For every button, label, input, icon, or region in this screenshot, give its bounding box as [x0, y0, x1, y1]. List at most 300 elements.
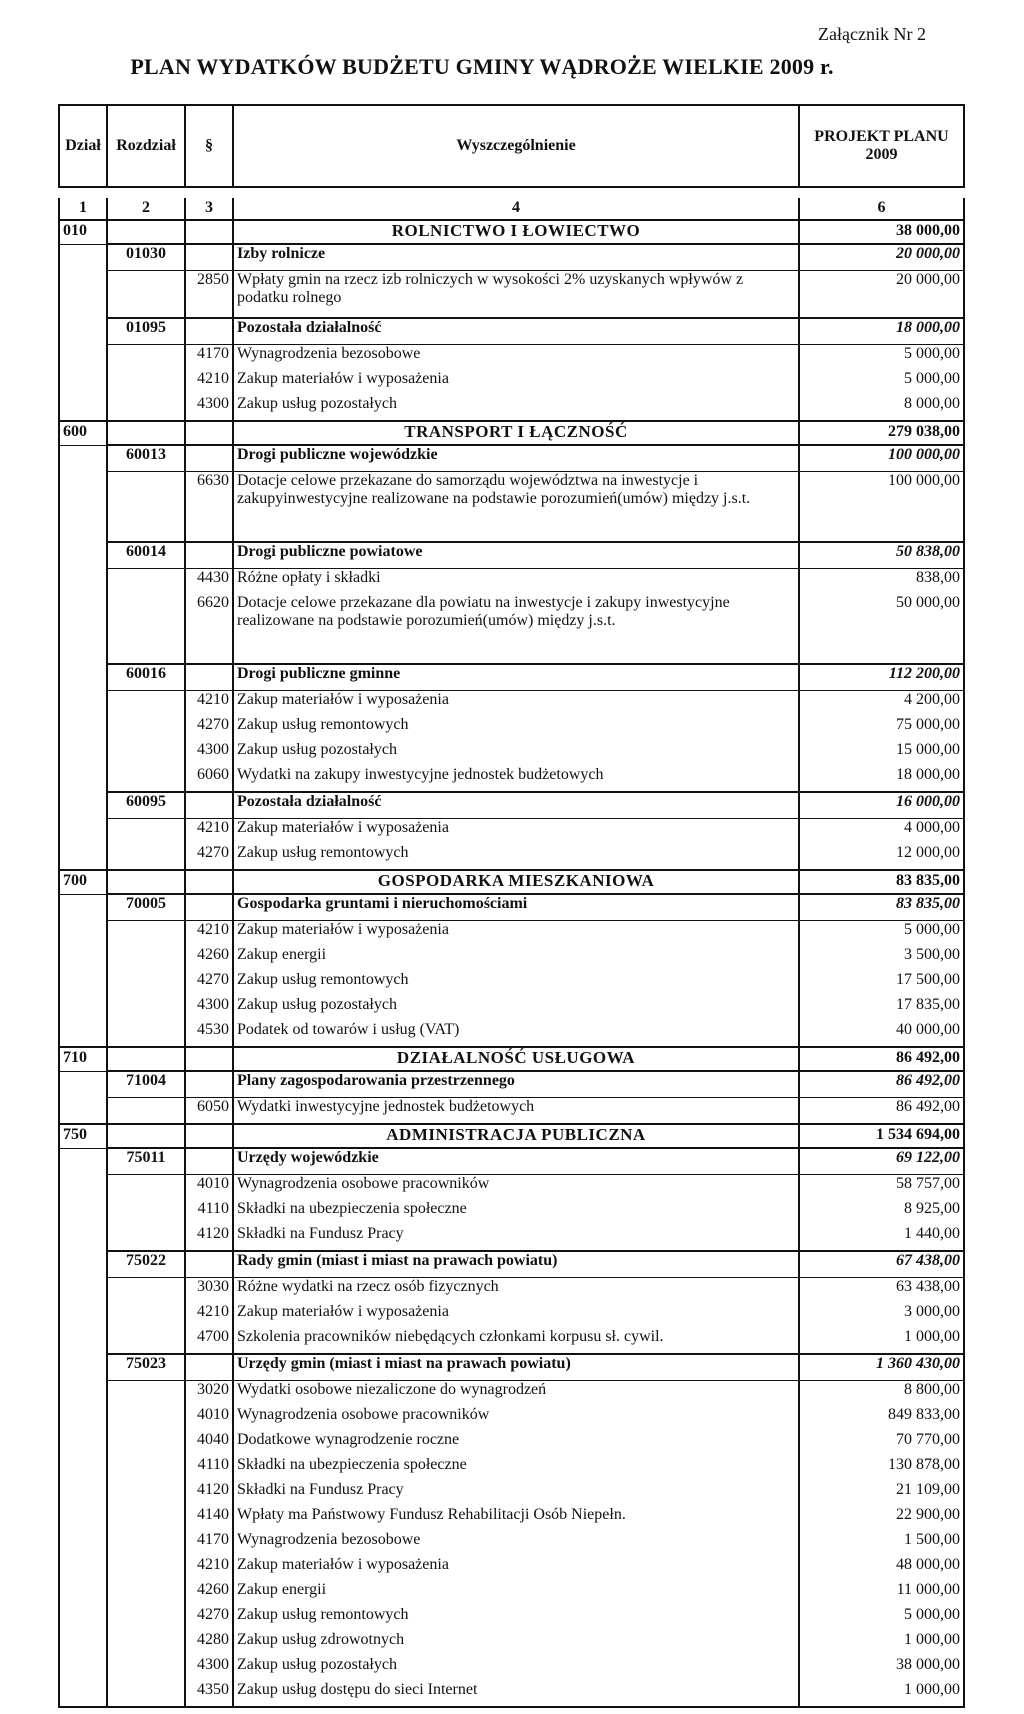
rozdzial-cell [107, 1047, 185, 1071]
header-plan: PROJEKT PLANU 2009 [799, 105, 964, 187]
paragraf-cell: 4300 [185, 996, 233, 1021]
rozdzial-cell: 01030 [107, 244, 185, 271]
dzial-cell: 750 [59, 1124, 107, 1148]
subsection-row [59, 1354, 964, 1381]
rozdzial-cell [107, 1631, 185, 1656]
rozdzial-cell [107, 345, 185, 371]
rozdzial-cell [107, 370, 185, 395]
amount-cell: 5 000,00 [799, 1606, 964, 1631]
rozdzial-cell [107, 1303, 185, 1328]
dzial-cell [59, 894, 107, 921]
amount-cell: 5 000,00 [799, 921, 964, 947]
dzial-cell [59, 594, 107, 664]
amount-cell: 12 000,00 [799, 844, 964, 870]
rozdzial-cell [107, 1581, 185, 1606]
rozdzial-cell: 71004 [107, 1071, 185, 1098]
description-cell: Szkolenia pracowników niebędących członkami korpusu sł. cywil. [233, 1328, 799, 1354]
amount-cell: 38 000,00 [799, 220, 964, 244]
dzial-cell [59, 716, 107, 741]
paragraf-cell: 4260 [185, 946, 233, 971]
subsection-row [59, 1148, 964, 1175]
amount-cell: 3 000,00 [799, 1303, 964, 1328]
rozdzial-cell [107, 1531, 185, 1556]
amount-cell: 1 534 694,00 [799, 1124, 964, 1148]
paragraf-cell [185, 1148, 233, 1175]
rozdzial-cell [107, 220, 185, 244]
amount-cell: 18 000,00 [799, 766, 964, 792]
rozdzial-cell: 01095 [107, 318, 185, 345]
item-row [59, 1278, 964, 1304]
description-cell: Gospodarka gruntami i nieruchomościami [233, 894, 799, 921]
amount-cell: 1 500,00 [799, 1531, 964, 1556]
item-row [59, 1681, 964, 1707]
amount-cell: 5 000,00 [799, 370, 964, 395]
item-row [59, 741, 964, 766]
amount-cell: 112 200,00 [799, 664, 964, 691]
amount-cell: 838,00 [799, 569, 964, 595]
description-cell: Rady gmin (miast i miast na prawach powiatu) [233, 1251, 799, 1278]
item-row [59, 370, 964, 395]
header-opis: Wyszczególnienie [233, 105, 799, 187]
amount-cell: 22 900,00 [799, 1506, 964, 1531]
description-cell: Zakup usług remontowych [233, 971, 799, 996]
dzial-cell [59, 1456, 107, 1481]
paragraf-cell [185, 445, 233, 472]
paragraf-cell: 3020 [185, 1381, 233, 1407]
paragraf-cell: 4210 [185, 819, 233, 845]
column-number: 6 [799, 198, 964, 220]
amount-cell: 1 000,00 [799, 1328, 964, 1354]
amount-cell: 86 492,00 [799, 1071, 964, 1098]
description-cell: GOSPODARKA MIESZKANIOWA [233, 870, 799, 894]
paragraf-cell [185, 664, 233, 691]
section-row [59, 1124, 964, 1148]
item-row [59, 1531, 964, 1556]
rozdzial-cell [107, 421, 185, 445]
dzial-cell [59, 1225, 107, 1251]
dzial-cell [59, 1631, 107, 1656]
rozdzial-cell [107, 594, 185, 664]
rozdzial-cell [107, 1681, 185, 1707]
paragraf-cell: 4170 [185, 1531, 233, 1556]
description-cell: Zakup materiałów i wyposażenia [233, 1303, 799, 1328]
paragraf-cell: 4010 [185, 1175, 233, 1201]
item-row [59, 1175, 964, 1201]
dzial-cell: 600 [59, 421, 107, 445]
amount-cell: 15 000,00 [799, 741, 964, 766]
rozdzial-cell [107, 844, 185, 870]
subsection-row [59, 318, 964, 345]
amount-cell: 16 000,00 [799, 792, 964, 819]
rozdzial-cell [107, 395, 185, 421]
amount-cell: 50 000,00 [799, 594, 964, 664]
description-cell: Zakup materiałów i wyposażenia [233, 691, 799, 717]
description-cell: Zakup energii [233, 946, 799, 971]
description-cell: Urzędy wojewódzkie [233, 1148, 799, 1175]
rozdzial-cell: 75022 [107, 1251, 185, 1278]
description-cell: Zakup usług zdrowotnych [233, 1631, 799, 1656]
description-cell: ADMINISTRACJA PUBLICZNA [233, 1124, 799, 1148]
description-cell: Zakup usług remontowych [233, 844, 799, 870]
description-cell: Zakup materiałów i wyposażenia [233, 819, 799, 845]
section-row [59, 421, 964, 445]
dzial-cell [59, 318, 107, 345]
description-cell: Wpłaty ma Państwowy Fundusz Rehabilitacji Osób Niepełn. [233, 1506, 799, 1531]
dzial-cell [59, 1200, 107, 1225]
dzial-cell [59, 1328, 107, 1354]
rozdzial-cell [107, 1606, 185, 1631]
paragraf-cell: 4210 [185, 921, 233, 947]
paragraf-cell: 4110 [185, 1200, 233, 1225]
dzial-cell [59, 844, 107, 870]
amount-cell: 83 835,00 [799, 870, 964, 894]
item-row [59, 844, 964, 870]
paragraf-cell: 4210 [185, 1303, 233, 1328]
paragraf-cell: 4300 [185, 1656, 233, 1681]
paragraf-cell: 4010 [185, 1406, 233, 1431]
description-cell: Wydatki na zakupy inwestycyjne jednostek budżetowych [233, 766, 799, 792]
item-row [59, 716, 964, 741]
description-cell: Zakup usług pozostałych [233, 395, 799, 421]
page-title-text: PLAN WYDATKÓW BUDŻETU GMINY WĄDROŻE WIELKIE 2009 r. [130, 54, 834, 79]
dzial-cell [59, 691, 107, 717]
amount-cell: 58 757,00 [799, 1175, 964, 1201]
rozdzial-cell [107, 1431, 185, 1456]
rozdzial-cell [107, 472, 185, 543]
description-cell: Dodatkowe wynagrodzenie roczne [233, 1431, 799, 1456]
column-number-row [59, 198, 964, 220]
paragraf-cell [185, 421, 233, 445]
dzial-cell [59, 792, 107, 819]
rozdzial-cell [107, 766, 185, 792]
dzial-cell [59, 395, 107, 421]
subsection-row [59, 542, 964, 569]
item-row [59, 594, 964, 664]
paragraf-cell: 3030 [185, 1278, 233, 1304]
amount-cell: 20 000,00 [799, 244, 964, 271]
rozdzial-cell [107, 1175, 185, 1201]
item-row [59, 345, 964, 371]
amount-cell: 8 000,00 [799, 395, 964, 421]
rozdzial-cell [107, 946, 185, 971]
paragraf-cell [185, 244, 233, 271]
paragraf-cell: 4300 [185, 395, 233, 421]
description-cell: ROLNICTWO I ŁOWIECTWO [233, 220, 799, 244]
amount-cell: 17 835,00 [799, 996, 964, 1021]
dzial-cell [59, 1148, 107, 1175]
amount-cell: 1 360 430,00 [799, 1354, 964, 1381]
paragraf-cell [185, 1071, 233, 1098]
paragraf-cell: 4430 [185, 569, 233, 595]
rozdzial-cell [107, 1098, 185, 1125]
paragraf-cell: 6060 [185, 766, 233, 792]
amount-cell: 100 000,00 [799, 472, 964, 543]
dzial-cell [59, 1251, 107, 1278]
description-cell: Zakup materiałów i wyposażenia [233, 1556, 799, 1581]
amount-cell: 8 925,00 [799, 1200, 964, 1225]
item-row [59, 1200, 964, 1225]
amount-cell: 1 440,00 [799, 1225, 964, 1251]
dzial-cell [59, 1681, 107, 1707]
item-row [59, 1606, 964, 1631]
dzial-cell [59, 1303, 107, 1328]
description-cell: Różne opłaty i składki [233, 569, 799, 595]
dzial-cell [59, 766, 107, 792]
item-row [59, 1431, 964, 1456]
rozdzial-cell: 75023 [107, 1354, 185, 1381]
dzial-cell [59, 1098, 107, 1125]
paragraf-cell: 4110 [185, 1456, 233, 1481]
amount-cell: 75 000,00 [799, 716, 964, 741]
paragraf-cell: 4300 [185, 741, 233, 766]
description-cell: Składki na ubezpieczenia społeczne [233, 1200, 799, 1225]
subsection-row [59, 445, 964, 472]
section-row [59, 1047, 964, 1071]
dzial-cell: 010 [59, 220, 107, 244]
description-cell: TRANSPORT I ŁĄCZNOŚĆ [233, 421, 799, 445]
amount-cell: 1 000,00 [799, 1681, 964, 1707]
paragraf-cell [185, 1354, 233, 1381]
amount-cell: 18 000,00 [799, 318, 964, 345]
dzial-cell [59, 971, 107, 996]
paragraf-cell: 6050 [185, 1098, 233, 1125]
rozdzial-cell: 60014 [107, 542, 185, 569]
item-row [59, 1098, 964, 1125]
page-title [0, 54, 1024, 80]
description-cell: Wpłaty gmin na rzecz izb rolniczych w wysokości 2% uzyskanych wpływów z podatku rolnego [233, 271, 799, 319]
description-cell: Wynagrodzenia bezosobowe [233, 345, 799, 371]
paragraf-cell: 4700 [185, 1328, 233, 1354]
amount-cell: 40 000,00 [799, 1021, 964, 1047]
dzial-cell [59, 1381, 107, 1407]
description-cell: Zakup usług pozostałych [233, 741, 799, 766]
paragraf-cell [185, 792, 233, 819]
item-row [59, 1225, 964, 1251]
amount-cell: 8 800,00 [799, 1381, 964, 1407]
description-cell: Drogi publiczne wojewódzkie [233, 445, 799, 472]
dzial-cell [59, 946, 107, 971]
amount-cell: 50 838,00 [799, 542, 964, 569]
item-row [59, 1021, 964, 1047]
table-header-row [59, 105, 964, 187]
item-row [59, 819, 964, 845]
paragraf-cell: 4270 [185, 971, 233, 996]
rozdzial-cell [107, 819, 185, 845]
column-number: 3 [185, 198, 233, 220]
annex-label: Załącznik Nr 2 [818, 24, 926, 44]
paragraf-cell [185, 1124, 233, 1148]
paragraf-cell [185, 1047, 233, 1071]
item-row [59, 1656, 964, 1681]
dzial-cell [59, 1506, 107, 1531]
dzial-cell [59, 1656, 107, 1681]
description-cell: Zakup energii [233, 1581, 799, 1606]
item-row [59, 1556, 964, 1581]
item-row [59, 1381, 964, 1407]
paragraf-cell: 4120 [185, 1481, 233, 1506]
amount-cell: 20 000,00 [799, 271, 964, 319]
dzial-cell [59, 370, 107, 395]
description-cell: Zakup usług remontowych [233, 716, 799, 741]
dzial-cell [59, 1406, 107, 1431]
amount-cell: 279 038,00 [799, 421, 964, 445]
paragraf-cell: 4120 [185, 1225, 233, 1251]
dzial-cell [59, 1431, 107, 1456]
description-cell: Wydatki inwestycyjne jednostek budżetowych [233, 1098, 799, 1125]
amount-cell: 86 492,00 [799, 1098, 964, 1125]
description-cell: Dotacje celowe przekazane do samorządu województwa na inwestycje i zakupyinwestycyjne realizowane na podstawie porozumień(umów) między j.s.t. [233, 472, 799, 543]
amount-cell: 130 878,00 [799, 1456, 964, 1481]
paragraf-cell: 4210 [185, 370, 233, 395]
amount-cell: 849 833,00 [799, 1406, 964, 1431]
description-cell: Różne wydatki na rzecz osób fizycznych [233, 1278, 799, 1304]
column-number: 1 [59, 198, 107, 220]
dzial-cell [59, 1606, 107, 1631]
dzial-cell: 710 [59, 1047, 107, 1071]
dzial-cell [59, 996, 107, 1021]
item-row [59, 971, 964, 996]
paragraf-cell: 4530 [185, 1021, 233, 1047]
rozdzial-cell: 60016 [107, 664, 185, 691]
description-cell: Zakup usług pozostałych [233, 1656, 799, 1681]
dzial-cell [59, 664, 107, 691]
amount-cell: 17 500,00 [799, 971, 964, 996]
budget-table-body [59, 105, 964, 1707]
subsection-row [59, 244, 964, 271]
rozdzial-cell [107, 1381, 185, 1407]
item-row [59, 1506, 964, 1531]
paragraf-cell: 4170 [185, 345, 233, 371]
dzial-cell [59, 1071, 107, 1098]
description-cell: DZIAŁALNOŚĆ USŁUGOWA [233, 1047, 799, 1071]
dzial-cell [59, 819, 107, 845]
description-cell: Wydatki osobowe niezaliczone do wynagrodzeń [233, 1381, 799, 1407]
item-row [59, 395, 964, 421]
dzial-cell [59, 271, 107, 319]
amount-cell: 69 122,00 [799, 1148, 964, 1175]
rozdzial-cell [107, 1328, 185, 1354]
paragraf-cell: 4270 [185, 844, 233, 870]
rozdzial-cell: 60013 [107, 445, 185, 472]
rozdzial-cell [107, 1481, 185, 1506]
dzial-cell: 700 [59, 870, 107, 894]
dzial-cell [59, 1354, 107, 1381]
item-row [59, 472, 964, 543]
rozdzial-cell [107, 1225, 185, 1251]
amount-cell: 100 000,00 [799, 445, 964, 472]
rozdzial-cell [107, 271, 185, 319]
dzial-cell [59, 445, 107, 472]
rozdzial-cell: 75011 [107, 1148, 185, 1175]
paragraf-cell: 6630 [185, 472, 233, 543]
subsection-row [59, 664, 964, 691]
amount-cell: 11 000,00 [799, 1581, 964, 1606]
header-spacer [59, 187, 964, 198]
paragraf-cell: 4040 [185, 1431, 233, 1456]
rozdzial-cell [107, 716, 185, 741]
paragraf-cell [185, 894, 233, 921]
item-row [59, 946, 964, 971]
rozdzial-cell [107, 1124, 185, 1148]
amount-cell: 5 000,00 [799, 345, 964, 371]
amount-cell: 67 438,00 [799, 1251, 964, 1278]
rozdzial-cell [107, 1021, 185, 1047]
column-number: 4 [233, 198, 799, 220]
description-cell: Wynagrodzenia bezosobowe [233, 1531, 799, 1556]
paragraf-cell: 4270 [185, 1606, 233, 1631]
rozdzial-cell [107, 870, 185, 894]
rozdzial-cell [107, 1200, 185, 1225]
header-dzial: Dział [59, 105, 107, 187]
amount-cell: 21 109,00 [799, 1481, 964, 1506]
item-row [59, 996, 964, 1021]
paragraf-cell [185, 318, 233, 345]
rozdzial-cell [107, 1656, 185, 1681]
section-row [59, 220, 964, 244]
amount-cell: 83 835,00 [799, 894, 964, 921]
rozdzial-cell [107, 921, 185, 947]
description-cell: Plany zagospodarowania przestrzennego [233, 1071, 799, 1098]
paragraf-cell: 4350 [185, 1681, 233, 1707]
subsection-row [59, 894, 964, 921]
column-number: 2 [107, 198, 185, 220]
paragraf-cell: 4210 [185, 1556, 233, 1581]
amount-cell: 70 770,00 [799, 1431, 964, 1456]
description-cell: Pozostała działalność [233, 318, 799, 345]
rozdzial-cell [107, 996, 185, 1021]
description-cell: Zakup usług pozostałych [233, 996, 799, 1021]
dzial-cell [59, 1531, 107, 1556]
paragraf-cell: 4270 [185, 716, 233, 741]
paragraf-cell [185, 542, 233, 569]
item-row [59, 1303, 964, 1328]
rozdzial-cell [107, 1506, 185, 1531]
item-row [59, 1631, 964, 1656]
amount-cell: 4 000,00 [799, 819, 964, 845]
rozdzial-cell [107, 1456, 185, 1481]
dzial-cell [59, 542, 107, 569]
description-cell: Podatek od towarów i usług (VAT) [233, 1021, 799, 1047]
dzial-cell [59, 472, 107, 543]
item-row [59, 1481, 964, 1506]
rozdzial-cell: 70005 [107, 894, 185, 921]
paragraf-cell: 6620 [185, 594, 233, 664]
subsection-row [59, 1071, 964, 1098]
item-row [59, 1456, 964, 1481]
description-cell: Zakup materiałów i wyposażenia [233, 370, 799, 395]
description-cell: Wynagrodzenia osobowe pracowników [233, 1406, 799, 1431]
rozdzial-cell: 60095 [107, 792, 185, 819]
description-cell: Zakup usług dostępu do sieci Internet [233, 1681, 799, 1707]
dzial-cell [59, 569, 107, 595]
dzial-cell [59, 244, 107, 271]
rozdzial-cell [107, 1406, 185, 1431]
rozdzial-cell [107, 1556, 185, 1581]
paragraf-cell [185, 220, 233, 244]
description-cell: Zakup materiałów i wyposażenia [233, 921, 799, 947]
paragraf-cell: 2850 [185, 271, 233, 319]
dzial-cell [59, 741, 107, 766]
amount-cell: 48 000,00 [799, 1556, 964, 1581]
description-cell: Dotacje celowe przekazane dla powiatu na inwestycje i zakupy inwestycyjne realizowane na podstawie porozumień(umów) między j.s.t. [233, 594, 799, 664]
budget-table [58, 104, 965, 1708]
paragraf-cell [185, 1251, 233, 1278]
description-cell: Urzędy gmin (miast i miast na prawach powiatu) [233, 1354, 799, 1381]
rozdzial-cell [107, 971, 185, 996]
paragraf-cell: 4280 [185, 1631, 233, 1656]
amount-cell: 86 492,00 [799, 1047, 964, 1071]
item-row [59, 766, 964, 792]
